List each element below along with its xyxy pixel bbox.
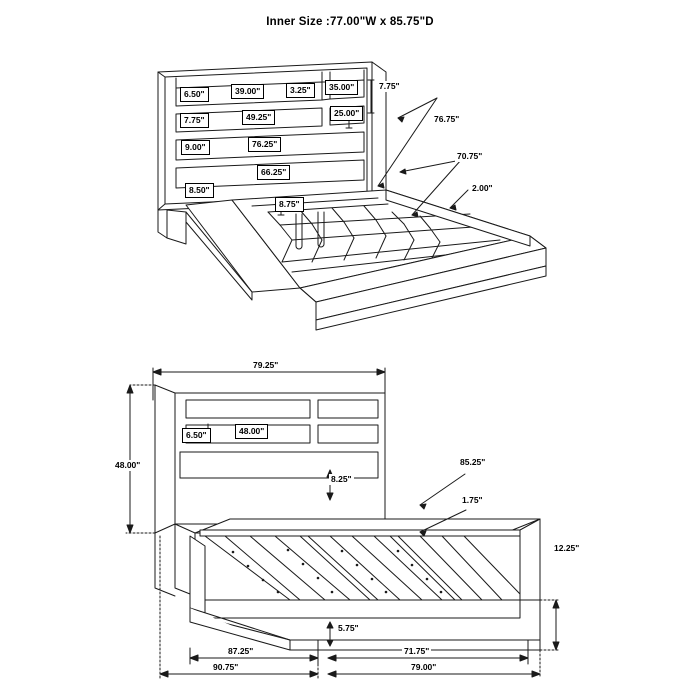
dim-6-50-top: 6.50" bbox=[180, 87, 209, 102]
dim-39-00-top: 39.00" bbox=[231, 84, 264, 99]
dim-48-00-elev: 48.00" bbox=[235, 424, 268, 439]
dim-79-25-elev: 79.25" bbox=[253, 360, 279, 370]
dim-76-25-top: 76.25" bbox=[248, 137, 281, 152]
dim-5-75-elev: 5.75" bbox=[338, 623, 359, 633]
dim-12-25-elev: 12.25" bbox=[554, 543, 580, 553]
dim-8-75-top: 8.75" bbox=[275, 197, 304, 212]
dim-35-00-top: 35.00" bbox=[325, 80, 358, 95]
dim-9-00-top: 9.00" bbox=[181, 140, 210, 155]
dim-70-75-top: 70.75" bbox=[457, 151, 483, 161]
dim-1-75-elev: 1.75" bbox=[462, 495, 483, 505]
dim-87-25-elev: 87.25" bbox=[228, 646, 254, 656]
dim-8-50-top: 8.50" bbox=[185, 183, 214, 198]
dim-3-25-top: 3.25" bbox=[286, 83, 315, 98]
dim-48-00-height: 48.00" bbox=[115, 460, 141, 470]
dim-8-25-elev: 8.25" bbox=[331, 474, 352, 484]
dim-6-50-elev: 6.50" bbox=[182, 428, 211, 443]
dim-90-75-elev: 90.75" bbox=[213, 662, 239, 672]
dim-7-75-left: 7.75" bbox=[180, 113, 209, 128]
page-title: Inner Size :77.00"W x 85.75"D bbox=[266, 16, 434, 28]
dim-7-75-upper: 7.75" bbox=[379, 81, 400, 91]
dim-49-25-top: 49.25" bbox=[242, 110, 275, 125]
dim-79-00-elev: 79.00" bbox=[411, 662, 437, 672]
dim-25-00-top: 25.00" bbox=[330, 106, 363, 121]
dim-71-75-elev: 71.75" bbox=[404, 646, 430, 656]
dim-85-25-elev: 85.25" bbox=[460, 457, 486, 467]
dim-76-75-top: 76.75" bbox=[434, 114, 460, 124]
perspective-bed-drawing bbox=[158, 62, 546, 330]
dim-2-00-top: 2.00" bbox=[472, 183, 493, 193]
dim-66-25-top: 66.25" bbox=[257, 165, 290, 180]
